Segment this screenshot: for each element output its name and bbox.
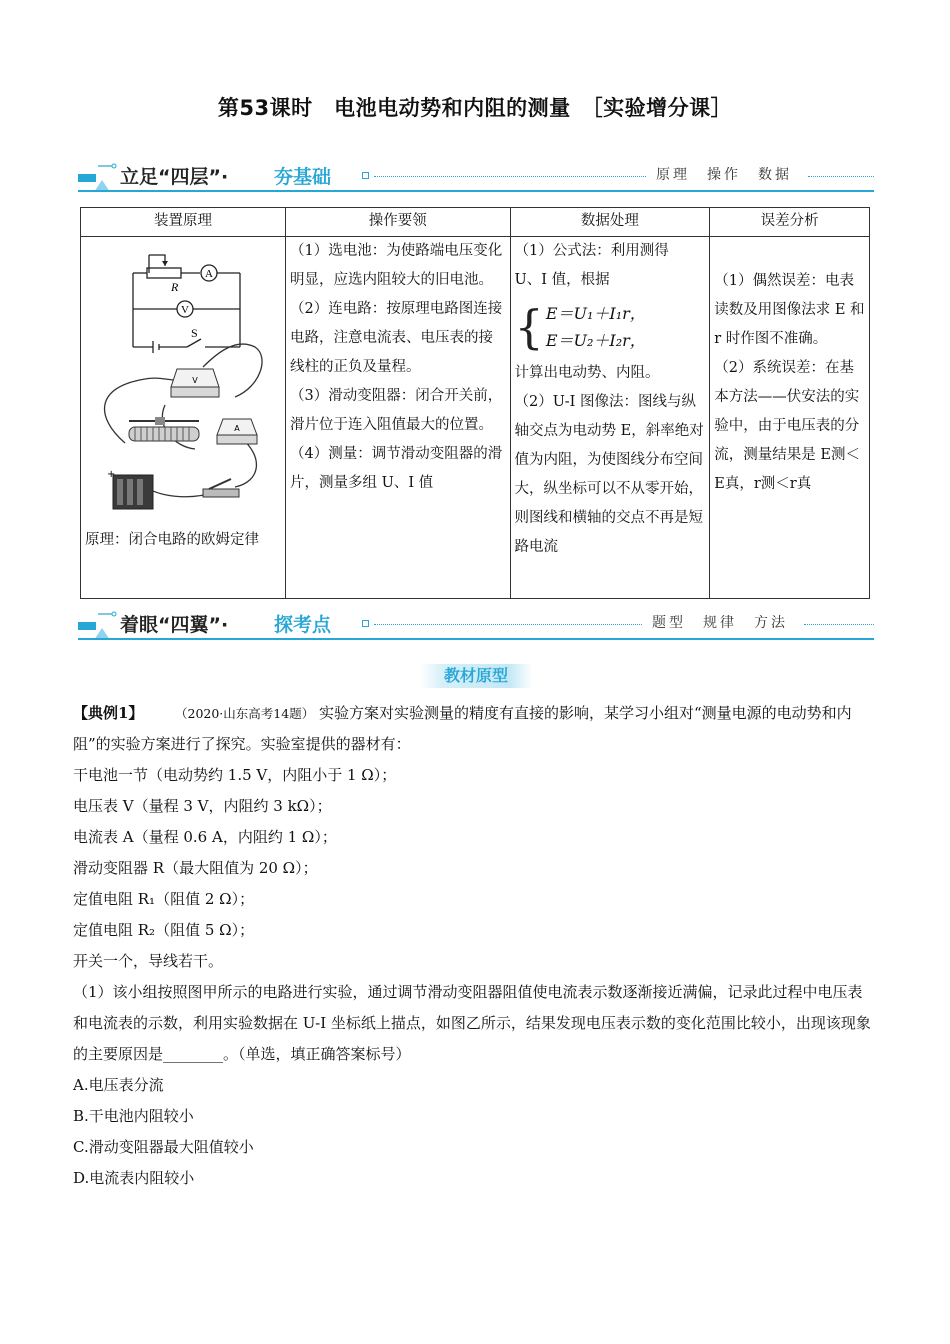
table-header: 操作要领: [285, 208, 510, 237]
method-formula-text: U、I 值，根据: [514, 272, 610, 288]
principle-text: 原理：闭合电路的欧姆定律: [85, 532, 259, 548]
operation-step: （1）选电池：为使路端电压变化明显，应选内阻较大的旧电池。: [289, 243, 503, 288]
example-tag: 【典例1】: [73, 704, 144, 722]
banner-title-left: 立足“四层”·: [120, 166, 229, 188]
example-content: [73, 698, 875, 1194]
example-intro-text: 实验方案对实验测量的精度有直接的影响，某学习小组对“测量电源的电动势和内阻”的实验方案进行了探究。实验室提供的器材有：: [73, 704, 852, 753]
equation-system: [515, 299, 706, 355]
operation-step: （3）滑动变阻器：闭合开关前，滑片位于连入阻值最大的位置。: [289, 388, 503, 433]
operation-step: （4）测量：调节滑动变阻器的滑片，测量多组 U、I 值: [289, 446, 503, 491]
systematic-error-text: （2）系统误差：在基本方法——伏安法的实验中，由于电压表的分流，测量结果是 E测＜E真，r测＜r真: [714, 360, 860, 492]
rheostat-label: R: [171, 280, 179, 294]
banner-square-icon: [362, 620, 369, 627]
banner-title-left: 着眼“四翼”·: [120, 614, 229, 636]
circuit-diagram: [85, 237, 279, 515]
equipment-item: 电流表 A（量程 0.6 A，内阻约 1 Ω）；: [73, 828, 337, 846]
banner-dotted-line: [808, 176, 874, 177]
example-intro: [73, 698, 875, 760]
apparatus-cell: [81, 237, 286, 599]
data-processing-cell: [510, 237, 710, 599]
svg-text:A: A: [234, 424, 240, 433]
method-formula-result: 计算出电动势、内阻。: [514, 365, 660, 381]
operation-step: （2）连电路：按原理电路图连接电路，注意电流表、电压表的接线柱的正负及量程。: [289, 301, 503, 375]
banner-square-icon: [362, 172, 369, 179]
table-header: 误差分析: [710, 208, 870, 237]
equation-line: E＝U₁＋I₁r，: [545, 304, 646, 323]
voltmeter-label: V: [181, 304, 189, 316]
operation-cell: [285, 237, 510, 599]
equipment-item: 开关一个，导线若干。: [73, 952, 224, 970]
table-header: 数据处理: [510, 208, 710, 237]
ammeter-label: A: [205, 268, 213, 280]
method-formula-text: （1）公式法：利用测得: [514, 243, 669, 259]
banner-dotted-line: [804, 624, 874, 625]
answer-option: B.干电池内阻较小: [73, 1107, 194, 1125]
banner-underline: [78, 638, 874, 640]
summary-table: [80, 207, 870, 599]
question-text: （1）该小组按照图甲所示的电路进行实验，通过调节滑动变阻器阻值使电流表示数逐渐接近满偏，记录此过程中电压表和电流表的示数，利用实验数据在 U-I 坐标纸上描点，如图乙所示，结果发现电压表示数的变化范围比较小，出现该现象的主要原因是________。（单选，填正确答案标号）: [73, 983, 871, 1063]
answer-option: C.滑动变阻器最大阻值较小: [73, 1138, 254, 1156]
random-error-text: （1）偶然误差：电表读数及用图像法求 E 和 r 时作图不准确。: [714, 273, 865, 347]
banner-underline: [78, 190, 874, 192]
equipment-item: 定值电阻 R₁（阻值 2 Ω）；: [73, 890, 255, 908]
banner-title-right: 夯基础: [274, 166, 332, 188]
equation-line: E＝U₂＋I₂r，: [545, 331, 646, 350]
example-source: （2020·山东高考14题）: [175, 706, 315, 721]
equipment-item: 干电池一节（电动势约 1.5 V，内阻小于 1 Ω）；: [73, 766, 397, 784]
section-banner-exam: [78, 608, 874, 642]
answer-option: D.电流表内阻较小: [73, 1169, 195, 1187]
svg-text:+: +: [107, 469, 116, 480]
banner-title-right: 探考点: [274, 614, 332, 636]
apparatus-drawing: [105, 344, 263, 509]
switch-label: S: [191, 326, 198, 340]
equipment-item: 定值电阻 R₂（阻值 5 Ω）；: [73, 921, 255, 939]
banner-tags: 题型 规律 方法: [652, 615, 788, 631]
svg-text:V: V: [192, 376, 198, 385]
brace-icon: {: [514, 300, 544, 354]
section-label: 教材原型: [420, 664, 532, 688]
table-header: 装置原理: [81, 208, 286, 237]
answer-option: A.电压表分流: [73, 1076, 164, 1094]
banner-dotted-line: [374, 176, 646, 177]
banner-tags: 原理 操作 数据: [656, 167, 792, 183]
method-graph-text: （2）U-I 图像法：图线与纵轴交点为电动势 E，斜率绝对值为内阻，为使图线分布空间大，纵坐标可以不从零开始，则图线和横轴的交点不再是短路电流: [514, 394, 704, 555]
banner-dotted-line: [374, 624, 642, 625]
table-row: [81, 237, 870, 599]
error-analysis-cell: [710, 237, 870, 599]
page-title: 第53课时 电池电动势和内阻的测量 ［实验增分课］: [217, 96, 733, 120]
equipment-item: 滑动变阻器 R（最大阻值为 20 Ω）；: [73, 859, 318, 877]
table-header-row: [81, 208, 870, 237]
equipment-item: 电压表 V（量程 3 V，内阻约 3 kΩ）；: [73, 797, 332, 815]
section-banner-basics: [78, 160, 874, 194]
